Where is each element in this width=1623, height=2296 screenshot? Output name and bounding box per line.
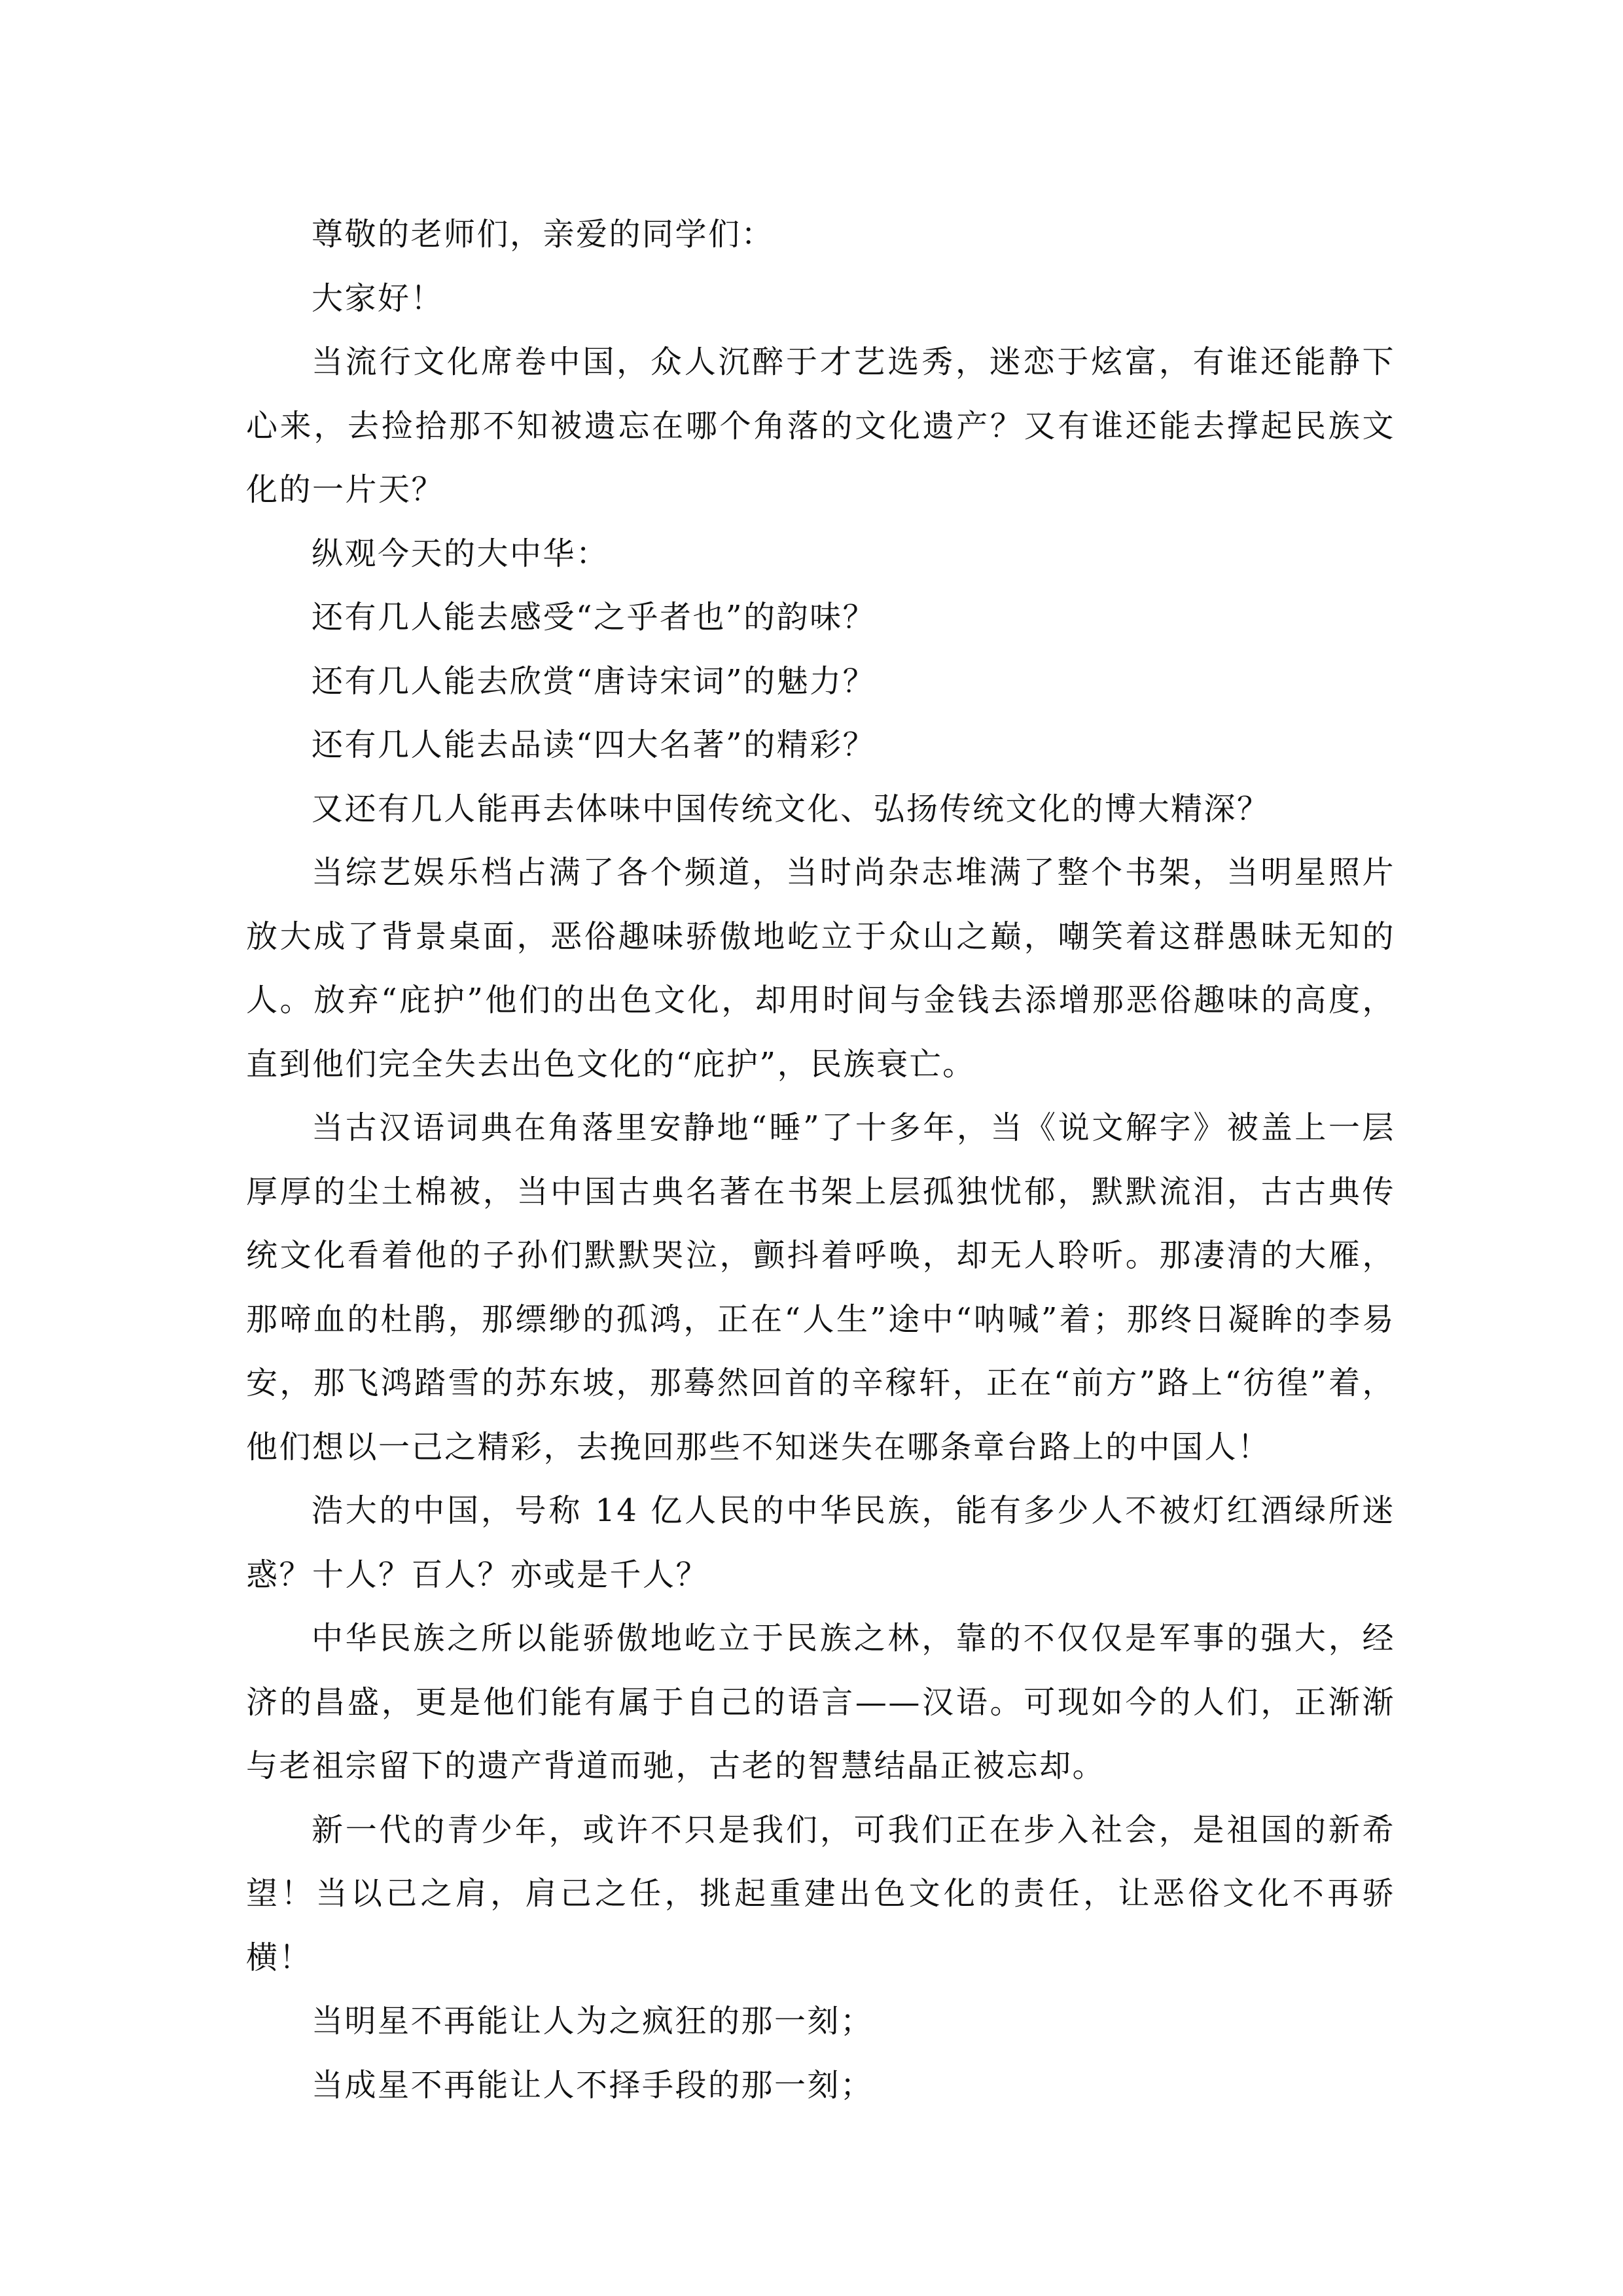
- paragraph: 还有几人能去品读“四大名著”的精彩？: [312, 726, 876, 763]
- paragraph: 当古汉语词典在角落里安静地“睡”了十多年，当《说文解字》被盖上一层厚厚的尘土棉被，当中国古典名著在书架上层孤独忧郁，默默流泪，古古典传统文化看着他的子孙们默默哭泣，颤抖着呼唤，却无人聆听。那凄清的大雁，那啼血的杜鹃，那缥缈的孤鸿，正在“人生”途中“呐喊”着；那终日凝眸的李易安，那飞鸿踏雪的苏东坡，那蓦然回首的辛稼轩，正在“前方”路上“彷徨”着，他们想以一己之精彩，去挽回那些不知迷失在哪条章台路上的中国人！: [246, 1109, 1395, 1465]
- paragraph: 中华民族之所以能骄傲地屹立于民族之林，靠的不仅仅是军事的强大，经济的昌盛，更是他们能有属于自己的语言——汉语。可现如今的人们，正渐渐与老祖宗留下的遗产背道而驰，古老的智慧结晶正被忘却。: [246, 1620, 1395, 1784]
- paragraph: 新一代的青少年，或许不只是我们，可我们正在步入社会，是祖国的新希望！当以己之肩，肩己之任，挑起重建出色文化的责任，让恶俗文化不再骄横！: [246, 1811, 1395, 1976]
- paragraph: 又还有几人能再去体味中国传统文化、弘扬传统文化的博大精深？: [312, 790, 1270, 827]
- salutation: 尊敬的老师们，亲爱的同学们：: [312, 216, 775, 253]
- greeting: 大家好！: [312, 279, 444, 317]
- paragraph: 还有几人能去欣赏“唐诗宋词”的魅力？: [312, 662, 876, 700]
- document-body: [246, 203, 1395, 2117]
- paragraph: 纵观今天的大中华：: [312, 535, 609, 572]
- paragraph: 浩大的中国，号称 14 亿人民的中华民族，能有多少人不被灯红酒绿所迷惑？十人？百人？亦或是千人？: [246, 1492, 1395, 1593]
- paragraph: 当流行文化席卷中国，众人沉醉于才艺选秀，迷恋于炫富，有谁还能静下心来，去捡拾那不知被遗忘在哪个角落的文化遗产？又有谁还能去撑起民族文化的一片天？: [246, 344, 1395, 508]
- paragraph: 当成星不再能让人不择手段的那一刻；: [312, 2066, 874, 2104]
- paragraph: 当明星不再能让人为之疯狂的那一刻；: [312, 2003, 874, 2039]
- paragraph: 还有几人能去感受“之乎者也”的韵味？: [312, 599, 876, 636]
- paragraph: 当综艺娱乐档占满了各个频道，当时尚杂志堆满了整个书架，当明星照片放大成了背景桌面，恶俗趣味骄傲地屹立于众山之巅，嘲笑着这群愚昧无知的人。放弃“庇护”他们的出色文化，却用时间与金钱去添增那恶俗趣味的高度，直到他们完全失去出色文化的“庇护”，民族衰亡。: [246, 854, 1395, 1083]
